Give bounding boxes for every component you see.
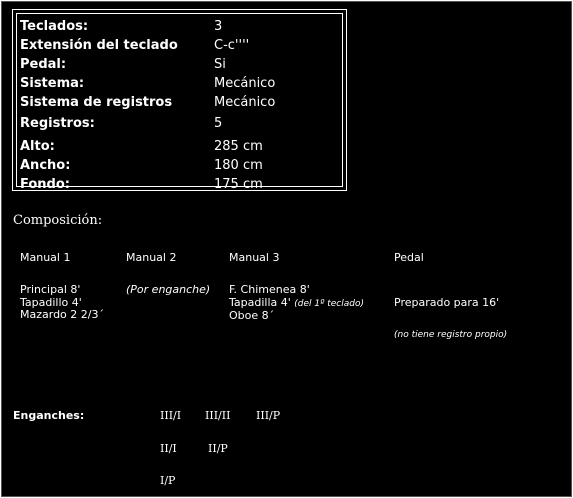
spec-label: Sistema: <box>20 76 85 91</box>
manual3-stops <box>229 284 364 323</box>
spec-row-sistema <box>20 76 342 94</box>
coupler-item: II/P <box>208 442 228 455</box>
spec-value: 175 cm <box>214 177 263 192</box>
spec-value: 5 <box>214 116 223 131</box>
spec-row-ancho <box>20 158 342 176</box>
spec-label: Teclados: <box>20 19 89 34</box>
spec-value: 285 cm <box>214 139 263 154</box>
stop-item: Principal 8' <box>20 283 81 296</box>
stop-note: (del 1º teclado) <box>294 298 364 309</box>
spec-value: Mecánico <box>214 76 276 91</box>
specs-table-inner <box>16 13 343 192</box>
spec-row-extension <box>20 38 342 56</box>
spec-value: 180 cm <box>214 158 263 173</box>
spec-label: Pedal: <box>20 57 67 72</box>
stop-name: Tapadilla 4' <box>229 295 291 309</box>
composition-title: Composición: <box>13 213 103 228</box>
stop-item: F. Chimenea 8' <box>229 283 310 296</box>
spec-value: Mecánico <box>214 95 276 110</box>
coupler-item: II/I <box>160 442 177 455</box>
spec-row-teclados <box>20 19 342 37</box>
stop-item: Oboe 8´ <box>229 309 275 322</box>
spec-label: Registros: <box>20 116 95 131</box>
spec-label: Extensión del teclado <box>20 38 178 53</box>
spec-value: 3 <box>214 19 223 34</box>
spec-label: Sistema de registros <box>20 95 173 110</box>
manual1-stops <box>20 284 104 322</box>
spec-value: Si <box>214 57 226 72</box>
spec-row-alto <box>20 139 342 157</box>
pedal-stop: Preparado para 16' <box>394 296 500 309</box>
spec-row-pedal <box>20 57 342 75</box>
page-panel <box>1 1 572 497</box>
manual2-note: (Por enganche) <box>126 283 211 296</box>
coupler-item: III/II <box>205 409 231 422</box>
spec-label: Alto: <box>20 139 55 154</box>
spec-label: Fondo: <box>20 177 70 192</box>
stop-item: Tapadillo 4' <box>20 295 82 309</box>
pedal-header: Pedal <box>394 251 424 264</box>
stop-item: Mazardo 2 2/3´ <box>20 308 104 321</box>
stop-item <box>229 297 364 311</box>
specs-table <box>12 9 347 191</box>
manual2-header: Manual 2 <box>126 251 177 264</box>
spec-row-fondo <box>20 177 342 195</box>
manual3-header: Manual 3 <box>229 251 280 264</box>
spec-label: Ancho: <box>20 158 71 173</box>
spec-row-sistema-registros <box>20 95 342 113</box>
manual1-header: Manual 1 <box>20 251 71 264</box>
couplers-label: Enganches: <box>13 409 85 422</box>
spec-row-registros <box>20 116 342 134</box>
spec-value: C-c'''' <box>214 38 250 53</box>
pedal-note: (no tiene registro propio) <box>394 330 508 340</box>
coupler-item: III/I <box>160 409 182 422</box>
coupler-item: I/P <box>160 474 176 487</box>
coupler-item: III/P <box>256 409 281 422</box>
